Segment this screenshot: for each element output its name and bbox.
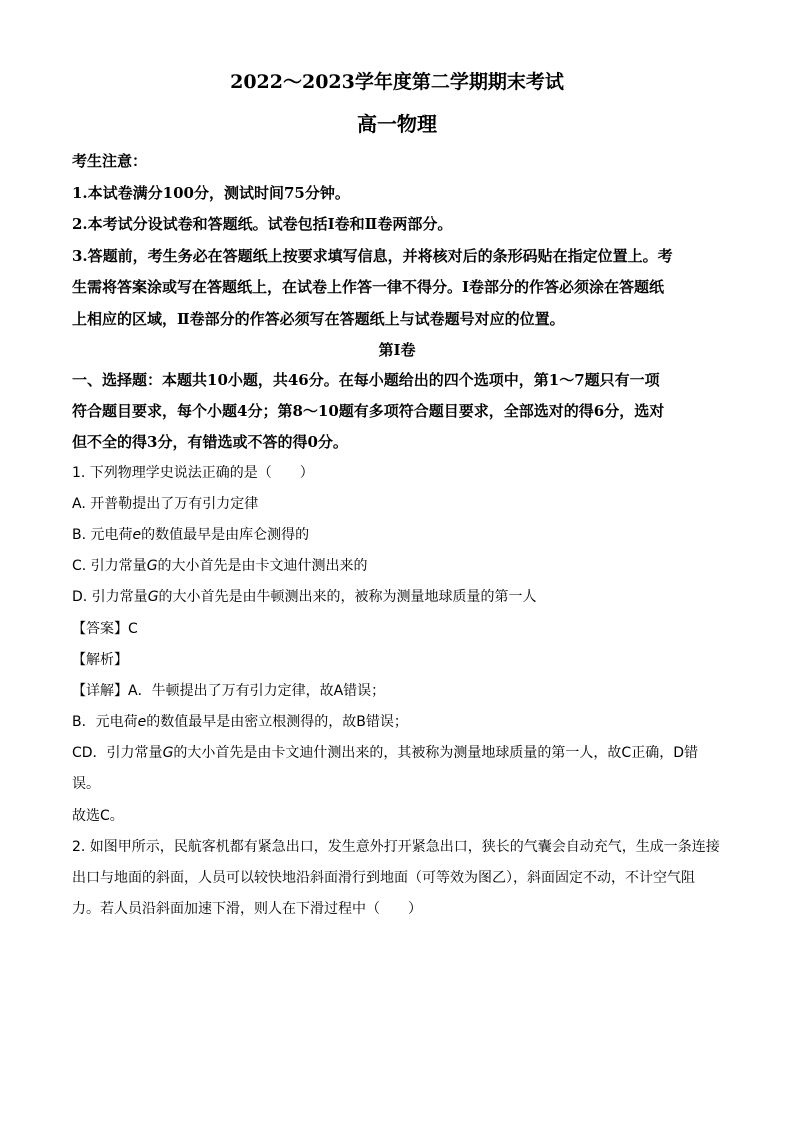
q1-detail-cd-pre: CD．引力常量: [72, 745, 163, 761]
q1-option-b-pre: B. 元电荷: [72, 527, 133, 543]
notice-heading: 考生注意：: [72, 152, 148, 170]
q1-option-b: [72, 525, 309, 545]
q1-detail-b-post: 的数值最早是由密立根测得的，故B错误；: [146, 714, 408, 730]
q1-detail-line-3: [72, 743, 698, 763]
q1-detail-line-2: [72, 712, 408, 732]
exam-subject: 高一物理: [357, 112, 437, 136]
notice-item-3-line-1: 3.答题前，考生务必在答题纸上按要求填写信息，并将核对后的条形码贴在指定位置上。考: [72, 247, 673, 265]
notice-item-3-line-2: 生需将答案涂或写在答题纸上，在试卷上作答一律不得分。Ⅰ卷部分的作答必须涂在答题纸: [72, 278, 665, 296]
q1-option-c-var: G: [146, 558, 158, 574]
q1-detail-cd-var: G: [162, 745, 174, 761]
notice-item-1: 1.本试卷满分100分，测试时间75分钟。: [72, 184, 350, 202]
notice-item-3-line-3: 上相应的区域，Ⅱ卷部分的作答必须写在答题纸上与试卷题号对应的位置。: [72, 310, 565, 328]
notice-item-2: 2.本考试分设试卷和答题纸。试卷包括Ⅰ卷和Ⅱ卷两部分。: [72, 215, 453, 233]
q1-detail-line-4: 误。: [72, 776, 100, 792]
q1-option-d-pre: D. 引力常量: [72, 589, 148, 605]
section-title: 第Ⅰ卷: [378, 341, 416, 359]
exam-title: 2022～2023学年度第二学期期末考试: [230, 71, 564, 93]
q1-option-d-var: G: [147, 589, 159, 605]
q1-analysis-label: 【解析】: [72, 652, 128, 668]
q1-detail-b-pre: B．元电荷: [72, 714, 138, 730]
q2-stem-line-3: 力。若人员沿斜面加速下滑，则人在下滑过程中（ ）: [72, 901, 422, 917]
q1-answer: 【答案】C: [72, 621, 138, 637]
q1-option-a: A. 开普勒提出了万有引力定律: [72, 496, 259, 512]
section-instructions-line-1: 一、选择题：本题共10小题，共46分。在每小题给出的四个选项中，第1～7题只有一项: [72, 371, 660, 389]
q1-option-d: [72, 587, 537, 607]
q1-option-c-post: 的大小首先是由卡文迪什测出来的: [157, 558, 368, 574]
q1-option-d-post: 的大小首先是由牛顿测出来的，被称为测量地球质量的第一人: [158, 589, 537, 605]
q1-option-b-post: 的数值最早是由库仑测得的: [141, 527, 310, 543]
section-instructions-line-2: 符合题目要求，每个小题4分；第8～10题有多项符合题目要求，全部选对的得6分，选对: [72, 402, 665, 420]
q2-stem-line-1: 2. 如图甲所示，民航客机都有紧急出口，发生意外打开紧急出口，狭长的气囊会自动充气，生成一条连接: [72, 839, 720, 855]
q1-detail-cd-post: 的大小首先是由卡文迪什测出来的，其被称为测量地球质量的第一人，故C正确，D错: [173, 745, 698, 761]
q2-stem-line-2: 出口与地面的斜面，人员可以较快地沿斜面滑行到地面（可等效为图乙），斜面固定不动，不计空气阻: [72, 870, 695, 886]
q1-detail-line-1: 【详解】A．牛顿提出了万有引力定律，故A错误；: [72, 683, 386, 699]
q1-option-c-pre: C. 引力常量: [72, 558, 147, 574]
section-instructions-line-3: 但不全的得3分，有错选或不答的得0分。: [72, 433, 348, 451]
q1-detail-line-5: 故选C。: [72, 808, 124, 824]
q1-stem: 1. 下列物理学史说法正确的是（ ）: [72, 465, 314, 481]
q1-detail-b-var: e: [137, 714, 147, 730]
q1-option-b-var: e: [132, 527, 142, 543]
q1-option-c: [72, 556, 368, 576]
